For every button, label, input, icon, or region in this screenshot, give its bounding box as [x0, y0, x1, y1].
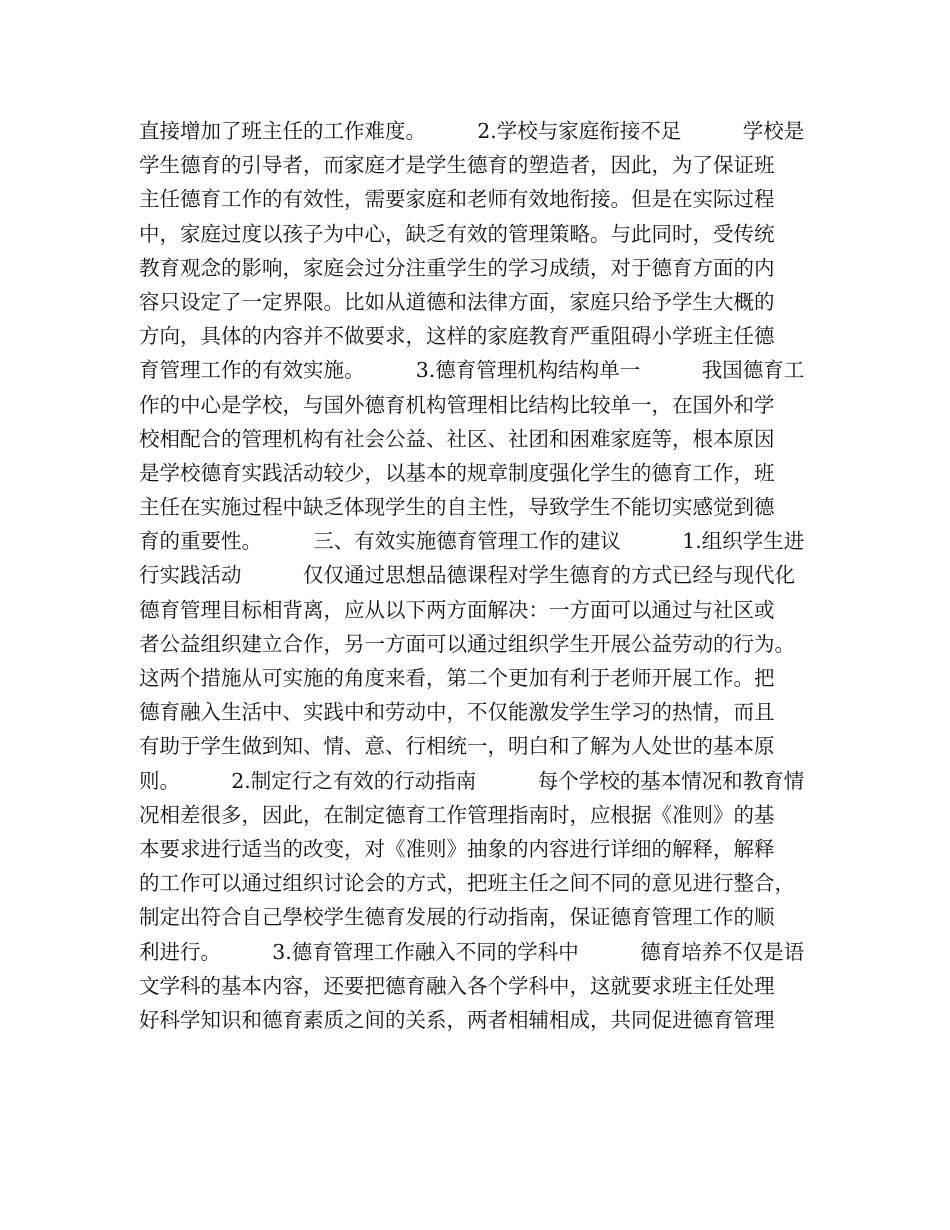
text-line: 是学校德育实践活动较少，以基本的规章制度强化学生的德育工作，班	[139, 460, 775, 485]
text-line: 有助于学生做到知、情、意、行相统一，明白和了解为人处世的基本原	[139, 734, 775, 759]
text-line: 这两个措施从可实施的角度来看，第二个更加有利于老师开展工作。把	[139, 666, 775, 690]
text-line: 教育观念的影响，家庭会过分注重学生的学习成绩，对于德育方面的内	[139, 255, 775, 280]
text-line: 中，家庭过度以孩子为中心，缺乏有效的管理策略。与此同时，受传统	[139, 221, 775, 246]
text-line: 利进行。 3.德育管理工作融入不同的学科中 德育培养不仅是语	[139, 939, 805, 964]
text-line: 行实践活动 仅仅通过思想品德课程对学生德育的方式已经与现代化	[139, 563, 795, 588]
text-line: 本要求进行适当的改变，对《准则》抽象的内容进行详细的解释，解释	[139, 836, 775, 861]
text-line: 主任在实施过程中缺乏体现学生的自主性，导致学生不能切实感觉到德	[139, 495, 775, 520]
text-line: 育管理工作的有效实施。 3.德育管理机构结构单一 我国德育工	[139, 358, 805, 383]
text-line: 文学科的基本内容，还要把德育融入各个学科中，这就要求班主任处理	[139, 973, 775, 998]
body-text	[139, 114, 829, 1037]
text-line: 德育融入生活中、实践中和劳动中，不仅能激发学生学习的热情，而且	[139, 700, 775, 725]
text-line: 直接增加了班主任的工作难度。 2.学校与家庭衔接不足 学校是	[139, 119, 805, 143]
text-line: 育的重要性。 三、有效实施德育管理工作的建议 1.组织学生进	[139, 529, 805, 554]
text-line: 好科学知识和德育素质之间的关系，两者相辅相成，共同促进德育管理	[139, 1007, 775, 1032]
text-line: 容只设定了一定界限。比如从道德和法律方面，家庭只给予学生大概的	[139, 289, 775, 314]
text-line: 主任德育工作的有效性，需要家庭和老师有效地衔接。但是在实际过程	[139, 187, 775, 212]
text-line: 制定出符合自己學校学生德育发展的行动指南，保证德育管理工作的顺	[139, 905, 775, 930]
text-line: 者公益组织建立合作，另一方面可以通过组织学生开展公益劳动的行为。	[139, 631, 795, 656]
text-line: 作的中心是学校，与国外德育机构管理相比结构比较单一，在国外和学	[139, 392, 775, 417]
text-line: 德育管理目标相背离，应从以下两方面解决：一方面可以通过与社区或	[139, 597, 775, 622]
text-line: 方向，具体的内容并不做要求，这样的家庭教育严重阻碍小学班主任德	[139, 324, 775, 349]
text-line: 校相配合的管理机构有社会公益、社区、社团和困难家庭等，根本原因	[139, 426, 775, 451]
text-line: 的工作可以通过组织讨论会的方式，把班主任之间不同的意见进行整合，	[139, 871, 795, 896]
text-line: 况相差很多，因此，在制定德育工作管理指南时，应根据《准则》的基	[139, 802, 775, 827]
text-line: 则。 2.制定行之有效的行动指南 每个学校的基本情况和教育情	[139, 768, 805, 793]
text-line: 学生德育的引导者，而家庭才是学生德育的塑造者，因此，为了保证班	[139, 153, 775, 178]
